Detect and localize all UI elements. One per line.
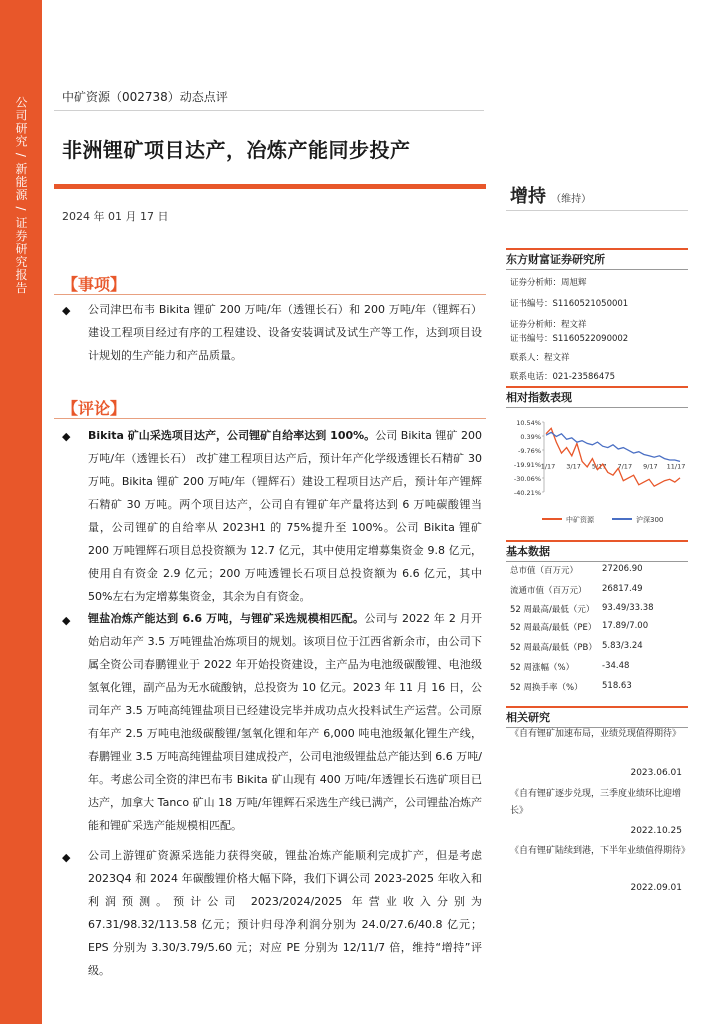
related-report-link[interactable]: 《自有锂矿陆续到港，下半年业绩值得期待》 [510,846,691,856]
analysts-heading: 东方财富证券研究所 [506,251,688,270]
related-heading: 相关研究 [506,709,688,728]
page-title: 非洲锂矿项目达产，冶炼产能同步投产 [62,138,411,162]
legend-label: 中矿资源 [566,516,594,524]
chart-heading: 相对指数表现 [506,389,688,408]
chart-accent-bar [506,386,688,388]
analyst-line: 联系人：程文祥 [510,353,570,363]
related-report-date: 2023.06.01 [630,768,682,778]
analyst-line: 证书编号：S1160521050001 [510,299,629,309]
comment-body-3: 公司上游锂矿资源采选能力获得突破，锂盐冶炼产能顺利完成扩产，但是考虑 2023Q4 和 2024 年碳酸锂价格大幅下降，我们下调公司 2023-2025 年收入和利润预测。预计公司 2023/2024/2025 年营业收入分别为 67.31/98.32/113.58 亿元；预计归母净利润分别为 24.0/27.6/40.8 亿元；EPS 分别为 3.30/3.79/5.60 元；对应 PE 分别为 12/11/7 倍，维持“增持”评级。 [88,849,482,977]
analyst-line: 联系电话：021-23586475 [510,372,616,382]
events-divider [54,294,486,295]
x-tick-label: 1/17 [540,462,556,471]
series-line [546,432,680,461]
basic-data-value: 26817.49 [602,584,643,594]
comment-body-2: 公司与 2022 年 2 月开始启动年产 3.5 万吨锂盐冶炼项目的规划。该项目位于江西省新余市，由公司下属全资公司春鹏锂业于 2022 年开始投资建设，主产品为电池级碳酸锂、电池级氢氧化锂，副产品为无水硫酸钠，总投资为 10 亿元。2023 年 11 月 16 日，公司年产 3.5 万吨高纯锂盐项目已经建设完毕并成功点火投料试生产运营。公司原有年产 2.5 万吨电池级碳酸锂/氢氧化锂和年产 6,000 吨电池级氟化锂生产线，春鹏锂业 3.5 万吨高纯锂盐项目建成投产，公司电池级锂盐总产能达到 6.6 万吨/年。考虑公司全资的津巴布韦 Bikita 矿山现有 400 万吨/年透锂长石选矿项目已达产，加拿大 Tanco 矿山 18 万吨/年锂辉石采选生产线已满产，公司锂盐冶炼产能和锂矿采选产能规模相匹配。 [88,612,482,832]
y-tick-label: 0.39% [520,433,541,441]
basic-data-key: 流通市值（百万元） [510,586,587,596]
comment-body-1: 公司 Bikita 锂矿 200 万吨/年（透锂长石） 改扩建工程项目达产后，预计年产化学级透锂长石精矿 30 万吨。Bikita 锂矿 200 万吨/年（锂辉石）建设工程项目达产后，预计年产锂辉石精矿 30 万吨。两个项目达产，公司自有锂矿年产量将达到 6 万吨碳酸锂当量，公司锂矿的自给率从 2023H1 的 75%提升至 100%。公司 Bikita 锂矿 200 万吨锂辉石项目总投资额为 12.7 亿元，其中使用定增募集资金 9.8 亿元，使用自有资金 2.9 亿元；200 万吨透锂长石项目总投资额为 6.6 亿元，其中 50%左右为定增募集资金，其余为自有资金。 [88,429,482,603]
diamond-bullet-icon: ◆ [62,304,71,317]
basic-data-value: 5.83/3.24 [602,641,643,651]
comments-divider [54,418,486,419]
basic-data-key: 总市值（百万元） [510,566,579,576]
relative-index-chart [506,416,688,532]
related-accent-bar [506,706,688,708]
related-report-link[interactable]: 《自有锂矿逐步兑现，三季度业绩环比迎增长》 [510,789,682,816]
header-divider [54,110,484,111]
diamond-bullet-icon: ◆ [62,851,71,864]
related-report-link[interactable]: 《自有锂矿加速布局，业绩兑现值得期待》 [510,729,682,739]
diamond-bullet-icon: ◆ [62,430,71,443]
basic-data-key: 52 周最高/最低（元） [510,605,595,615]
basic-data-accent-bar [506,540,688,542]
legend-label: 沪深300 [636,516,664,524]
basic-data-value: 518.63 [602,681,632,691]
analyst-line: 证券分析师：周旭辉 [510,278,587,288]
basic-data-key: 52 周最高/最低（PB） [510,643,597,653]
analyst-line: 证券分析师：程文祥 [510,320,587,330]
comment-paragraph-3 [88,844,482,982]
rating-value: 增持 [510,186,546,207]
basic-data-value: 93.49/33.38 [602,603,654,613]
sidebar-category: 公司研究 / 新能源 / 证券研究报告 [14,96,28,295]
y-tick-label: -9.76% [518,447,541,455]
title-accent-bar [54,184,486,189]
y-tick-label: 10.54% [516,419,541,427]
basic-data-value: 27206.90 [602,564,643,574]
rating-divider [506,210,688,211]
comment-paragraph-1 [88,424,482,608]
x-tick-label: 5/17 [591,462,607,471]
x-tick-label: 9/17 [643,462,658,471]
comments-heading: 【评论】 [62,399,127,418]
report-type: 中矿资源（002738）动态点评 [62,90,228,104]
diamond-bullet-icon: ◆ [62,614,71,627]
y-tick-label: -19.91% [513,461,541,469]
basic-data-key: 52 周最高/最低（PE） [510,623,597,633]
x-tick-label: 3/17 [566,462,581,471]
basic-data-heading: 基本数据 [506,543,688,562]
events-paragraph: 公司津巴布韦 Bikita 锂矿 200 万吨/年（透锂长石）和 200 万吨/年（锂辉石）建设工程项目经过有序的工程建设、设备安装调试及试生产等工作，达到项目设计规划的生产能力和产品质量。 [88,303,482,362]
analysts-accent-bar [506,248,688,250]
related-report-date: 2022.09.01 [630,883,682,893]
x-tick-label: 7/17 [617,462,633,471]
comment-lead-2: 锂盐冶炼产能达到 6.6 万吨，与锂矿采选规模相匹配。 [88,612,365,625]
rating-block [510,182,591,208]
basic-data-value: -34.48 [602,661,630,671]
y-tick-label: -30.06% [513,475,541,483]
basic-data-key: 52 周涨幅（%） [510,663,575,673]
comment-lead-1: Bikita 矿山采选项目达产，公司锂矿自给率达到 100%。 [88,429,376,442]
rating-note: （维持） [551,194,592,205]
report-date: 2024 年 01 月 17 日 [62,210,169,223]
related-report-date: 2022.10.25 [630,826,682,836]
basic-data-value: 17.89/7.00 [602,621,649,631]
sidebar-band [0,0,42,1024]
basic-data-key: 52 周换手率（%） [510,683,583,693]
comment-paragraph-2 [88,607,482,837]
analyst-line: 证书编号：S1160522090002 [510,334,629,344]
series-line [546,428,680,486]
x-tick-label: 11/17 [666,462,686,471]
y-tick-label: -40.21% [513,489,541,497]
events-heading: 【事项】 [62,275,127,294]
